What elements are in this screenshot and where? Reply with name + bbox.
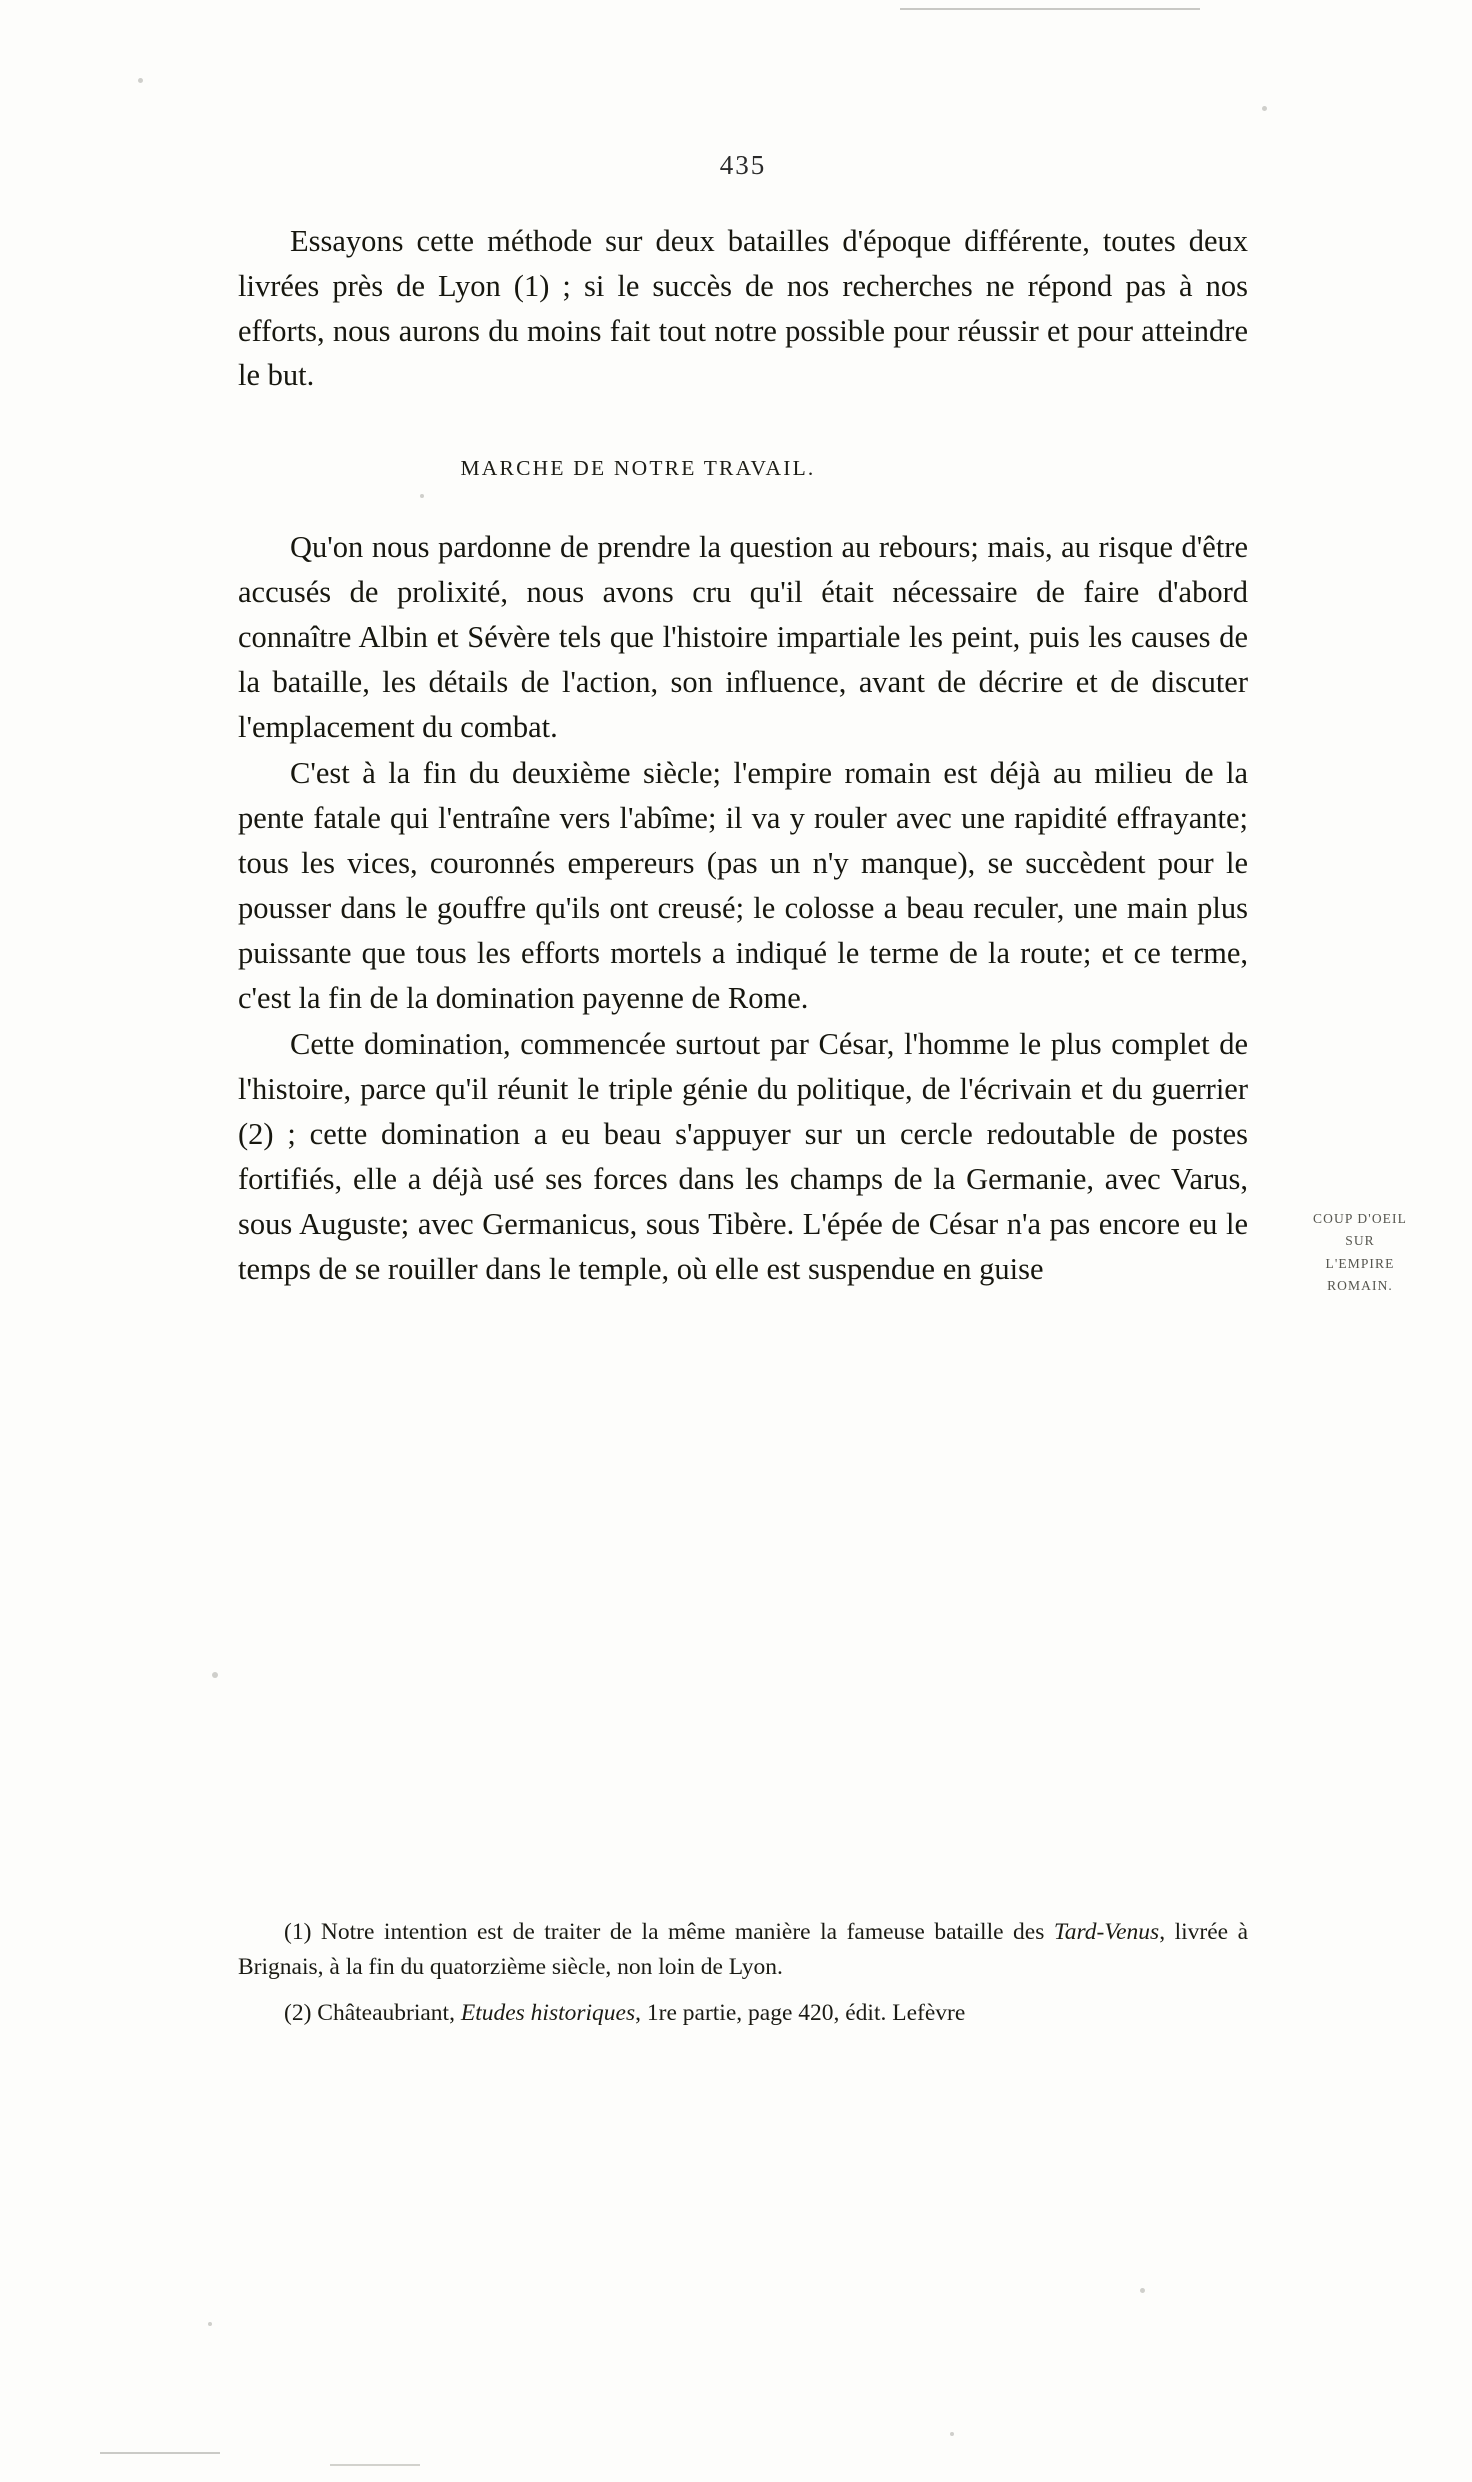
page-number: 435 xyxy=(719,150,767,180)
top-edge-mark xyxy=(900,8,1200,10)
section-heading: MARCHE DE NOTRE TRAVAIL. xyxy=(460,456,816,481)
footnote-text-before: Notre intention est de traiter de la même manière la fameuse bataille des xyxy=(320,1919,1054,1945)
bottom-edge-mark-left xyxy=(100,2452,220,2454)
footnote-text-after: , livrée à Brignais, à la fin du quatorzième siècle, non loin de Lyon. xyxy=(238,1919,1249,1981)
marginal-note-line: ROMAIN. xyxy=(1327,1277,1393,1293)
footnote-marker: (1) xyxy=(284,1919,312,1945)
paragraph-text: C'est à la fin du deuxième siècle; l'empire romain est déjà au milieu de la pente fatale qui l'entraîne vers l'abîme; il va y rouler avec une rapidité effrayante; tous les vices, couronnés empereurs (pas un n'y manque), se succèdent pour le pousser dans le gouffre qu'ils ont creusé; le colosse a beau reculer, une main plus puissante que tous les efforts mortels a indiqué le terme de la route; et ce terme, c'est la fin de la domination payenne de Rome. xyxy=(238,756,1248,1015)
scan-speck xyxy=(212,1672,218,1678)
scan-speck xyxy=(138,78,143,83)
paragraph-text: Cette domination, commencée surtout par César, l'homme le plus complet de l'histoire, parce qu'il réunit le triple génie du politique, de l'écrivain et du guerrier (2) ; cette domination a eu beau s'appuyer sur un cercle redoutable de postes fortifiés, elle a déjà usé ses forces dans les champs de la Germanie, avec Varus, sous Auguste; avec Germanicus, sous Tibère. L'épée de César n'a pas encore eu le temps de se rouiller dans le temple, où elle est suspendue en guise xyxy=(238,1027,1248,1286)
page-content xyxy=(238,150,1248,1291)
bottom-edge-mark-right xyxy=(330,2464,420,2466)
footnote-text-after: , 1re partie, page 420, édit. Lefèvre xyxy=(635,1999,966,2026)
footnote-title: Etudes historiques xyxy=(460,1999,636,2026)
marginal-note-line: COUP D'OEIL xyxy=(1313,1211,1407,1226)
paragraph-method xyxy=(238,525,1248,749)
footnotes xyxy=(238,1915,1248,2041)
marginal-note-line: L'EMPIRE xyxy=(1325,1255,1395,1271)
footnote-marker: (2) xyxy=(284,1999,312,2026)
paragraph-caesar xyxy=(238,1022,1248,1291)
footnote-text-before: Châteaubriant, xyxy=(317,1999,461,2026)
paragraph-text: Essayons cette méthode sur deux batailles d'époque différente, toutes deux livrées près de Lyon (1) ; si le succès de nos recherches ne répond pas à nos efforts, nous aurons du moins fait tout notre possible pour réussir et pour atteindre le but. xyxy=(238,224,1248,393)
marginal-note xyxy=(1300,1208,1420,1297)
scan-speck xyxy=(1262,106,1267,111)
paragraph-text: Qu'on nous pardonne de prendre la question au rebours; mais, au risque d'être accusés de prolixité, nous avons cru qu'il était nécessaire de faire d'abord connaître Albin et Sévère tels que l'histoire impartiale les peint, puis les causes de la bataille, les détails de l'action, son influence, avant de décrire et de discuter l'emplacement du combat. xyxy=(238,530,1248,744)
footnote-1 xyxy=(238,1915,1248,1986)
footnote-2 xyxy=(238,1996,1248,2031)
scan-speck xyxy=(1140,2288,1145,2293)
scan-speck xyxy=(950,2432,954,2436)
paragraph-intro xyxy=(238,219,1248,398)
scan-speck xyxy=(208,2322,212,2326)
footnote-title: Tard-Venus xyxy=(1053,1919,1160,1945)
marginal-note-line: SUR xyxy=(1345,1233,1375,1249)
paragraph-empire xyxy=(238,751,1248,1020)
